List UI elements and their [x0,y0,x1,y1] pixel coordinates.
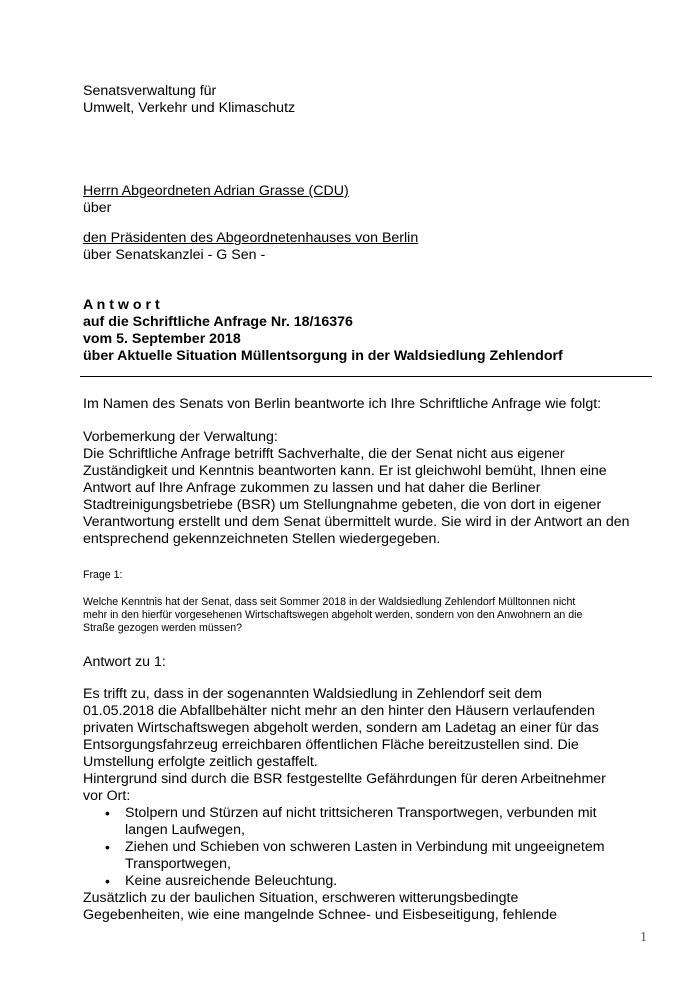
question1-label [83,569,122,582]
intro-line: Im Namen des Senats von Berlin beantworte ich Ihre Schriftliche Anfrage wie folgt: [83,396,602,412]
recipient-block [83,183,349,217]
sender-block [83,83,295,117]
answer-line: Hintergrund sind durch die BSR festgestellte Gefährdungen für deren Arbeitnehmer [83,771,606,787]
answer-label: Antwort zu 1: [83,654,166,670]
answer-line: Gegebenheiten, wie eine mangelnde Schnee- und Eisbeseitigung, fehlende [83,907,558,923]
document-title [83,297,563,365]
intro-text [83,396,601,413]
answer-line: 01.05.2018 die Abfallbehälter nicht mehr an den hinter den Häusern verlaufenden [83,703,595,719]
list-item [105,805,605,839]
answer-line: privaten Wirtschaftswegen abgeholt werden, sondern am Ladetag an einer für das [83,720,599,736]
preface-line: Zuständigkeit und Kenntnis beantworten kann. Er ist gleichwohl bemüht, Ihnen eine [83,463,607,479]
preface-line: Antwort auf Ihre Anfrage zukommen zu lassen und hat daher die Berliner [83,480,541,496]
answer1-continuation [83,890,557,924]
list-item-line: Transportwegen, [125,856,231,872]
recipient-chancellery: über Senatskanzlei - G Sen - [83,247,266,263]
list-item [105,839,605,873]
sender-line: Senatsverwaltung für [83,83,217,99]
bullet-icon: • [105,805,110,821]
answer-line: Umstellung erfolgte zeitlich gestaffelt. [83,754,318,770]
answer-line: Zusätzlich zu der baulichen Situation, erschweren witterungsbedingte [83,890,519,906]
preface-block [83,429,630,548]
preface-heading: Vorbemerkung der Verwaltung: [83,429,278,445]
list-item [105,873,605,890]
list-item-line: Ziehen und Schieben von schweren Lasten in Verbindung mit ungeeignetem [125,839,605,855]
divider-rule [80,376,652,377]
title-subject: über Aktuelle Situation Müllentsorgung in der Waldsiedlung Zehlendorf [83,348,563,364]
preface-line: Die Schriftliche Anfrage betrifft Sachverhalte, die der Senat nicht aus eigener [83,446,565,462]
recipient-name: Herrn Abgeordneten Adrian Grasse (CDU) [83,183,349,199]
question-label: Frage 1: [83,569,123,581]
recipient-president: den Präsidenten des Abgeordnetenhauses von Berlin [83,230,419,246]
answer-line: Entsorgungsfahrzeug erreichbaren öffentlichen Fläche bereitzustellen sind. Die [83,737,579,753]
page-number: 1 [640,930,647,945]
list-item-line: Stolpern und Stürzen auf nicht trittsicheren Transportwegen, verbunden mit [125,805,597,821]
hazard-list [105,805,605,890]
answer1-label [83,654,166,671]
answer-line: vor Ort: [83,788,131,804]
question1-text [83,596,582,635]
title-anfrage: auf die Schriftliche Anfrage Nr. 18/16376 [83,314,353,330]
question-line: mehr in den hierfür vorgesehenen Wirtschaftswegen abgeholt werden, sondern von den Anwohnern an die [83,609,583,621]
title-date: vom 5. September 2018 [83,331,241,347]
answer1-text [83,686,606,805]
list-item-line: Keine ausreichende Beleuchtung. [125,873,338,889]
sender-line: Umwelt, Verkehr und Klimaschutz [83,100,296,116]
recipient-via: über [83,200,112,216]
list-item-line: langen Laufwegen, [125,822,245,838]
question-line: Straße gezogen werden müssen? [83,622,242,634]
president-block [83,230,418,264]
answer-line: Es trifft zu, dass in der sogenannten Waldsiedlung in Zehlendorf seit dem [83,686,542,702]
question-line: Welche Kenntnis hat der Senat, dass seit Sommer 2018 in der Waldsiedlung Zehlendorf Mülltonnen nicht [83,596,576,608]
preface-line: Stadtreinigungsbetriebe (BSR) um Stellungnahme gebeten, die von dort in eigener [83,497,602,513]
preface-line: entsprechend gekennzeichneten Stellen wiedergegeben. [83,531,441,547]
title-antwort: A n t w o r t [83,297,160,313]
bullet-icon: • [105,839,110,855]
bullet-icon: • [105,873,110,889]
preface-line: Verantwortung erstellt und dem Senat übermittelt wurde. Sie wird in der Antwort an den [83,514,630,530]
